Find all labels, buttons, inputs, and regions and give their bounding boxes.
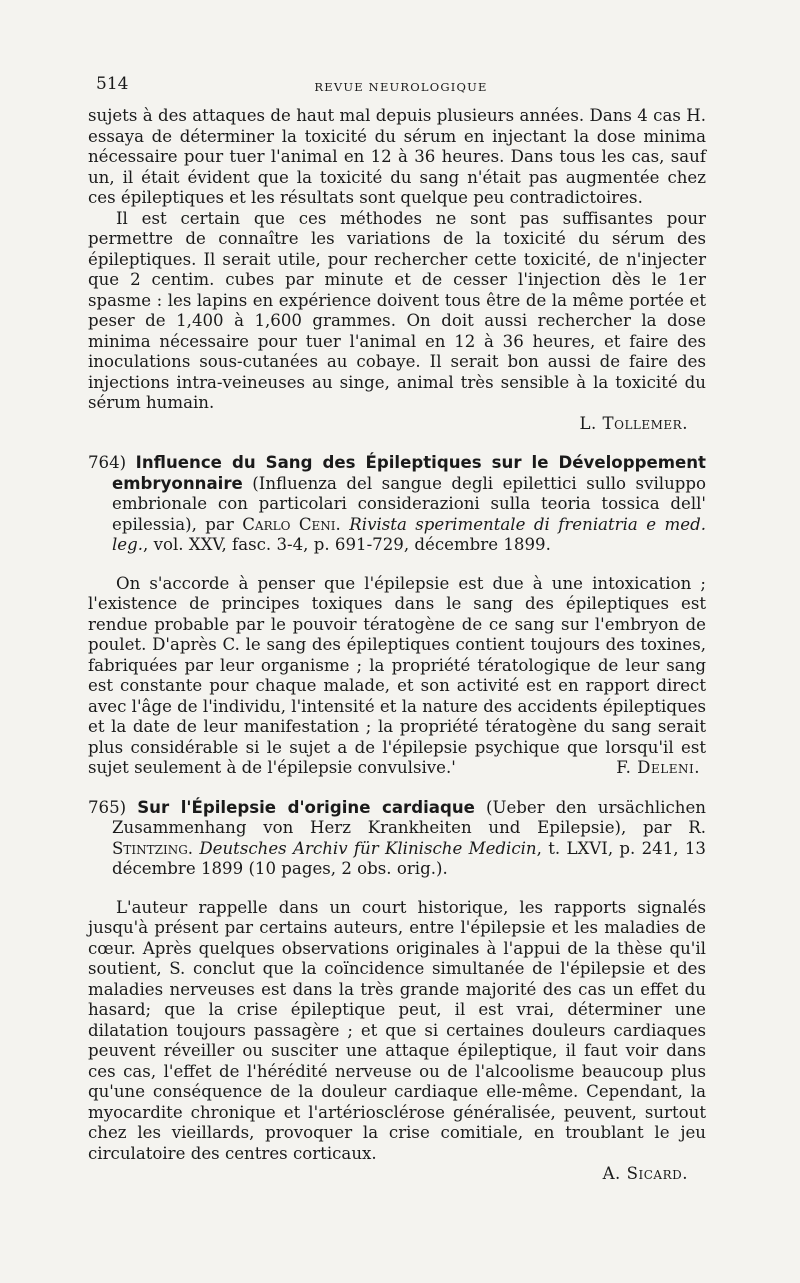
signature-deleni: F. Deleni. — [616, 758, 700, 777]
entry-764-details: , vol. XXV, fasc. 3-4, p. 691-729, décembre 1899. — [143, 535, 551, 554]
entry-764-journal: Rivista sperimentale di freniatria e med. leg. — [112, 514, 706, 554]
running-title: REVUE NEUROLOGIQUE — [314, 80, 488, 94]
page-number: 514 — [96, 74, 129, 94]
paragraph-3 — [88, 574, 706, 779]
paragraph-2: Il est certain que ces méthodes ne sont pas suffisantes pour permettre de connaître les variations de la toxicité du sérum des épileptiques. Il serait utile, pour rechercher cette toxicité, de n'injecter que 2 centim. cubes par minute et de cesser l'injection dès le 1er spasme : les lapins en expérience doivent tous être de la même portée et peser de 1,400 à 1,600 grammes. On doit aussi rechercher la dose minima nécessaire pour tuer l'animal en 12 à 36 heures, et faire des inoculations sous-cutanées au cobaye. Il serait bon aussi de faire des injections intra-veineuses au singe, animal très sensible à la toxicité du sérum humain. — [88, 208, 706, 412]
paragraph-4: L'auteur rappelle dans un court historique, les rapports signalés jusqu'à présent par certains auteurs, entre l'épilepsie et les maladies de cœur. Après quelques observations originales à l'appui de la thèse qu'il soutient, S. conclut que la coïncidence simultanée de l'épilepsie et des maladies nerveuses est dans la très grande majorité des cas un effet du hasard; que la crise épileptique peut, il est vrai, déterminer une dilatation toujours passagère ; et que si certaines douleurs cardiaques peuvent réveiller ou susciter une attaque épileptique, il faut voir dans ces cas, l'effet de l'hérédité nerveuse ou de l'alcoolisme beaucoup plus qu'une conséquence de la douleur cardiaque elle-même. Cependant, la myocardite chronique et l'artériosclérose généralisée, peuvent, surtout chez les vieillards, provoquer la crise comitiale, en troublant le jeu circulatoire des centres corticaux. — [88, 897, 706, 1163]
entry-764-number: 764) — [88, 453, 127, 472]
entry-765-ref: (Ueber den ursächlichen Zusammenhang von Herz Krankheiten und Epilepsie), par — [112, 797, 706, 837]
entry-764 — [88, 453, 706, 556]
entry-765-journal: Deutsches Archiv für Klinische Medicin — [199, 838, 537, 858]
page-body — [88, 106, 706, 1185]
signature-tollemer: L. Tollemer. — [579, 413, 688, 433]
entry-764-title: Influence du Sang des Épileptiques sur le Développement embryonnaire — [112, 453, 706, 493]
paragraph-3-text: On s'accorde à penser que l'épilepsie est due à une intoxication ; l'existence de principes toxiques dans le sang des épileptiques est rendue probable par le pouvoir tératogène de ce sang sur l'embryon de poulet. D'après C. le sang des épileptiques contient toujours des toxines, fabriquées par leur organisme ; la propriété tératologique de leur sang est constante pour chaque malade, et son activité est en rapport direct avec l'âge de l'individu, l'intensité et la nature des accidents épileptiques et la date de leur manifestation ; la propriété tératogène du sang serait plus considérable si le sujet a de l'épilepsie psychique que lorsqu'il est sujet seulement à de l'épilepsie convulsive.' — [88, 573, 706, 777]
entry-765-author: R. Stintzing. — [112, 818, 706, 858]
paragraph-1: sujets à des attaques de haut mal depuis plusieurs années. Dans 4 cas H. essaya de déterminer la toxicité du sérum en injectant la dose minima nécessaire pour tuer l'animal en 12 à 36 heures. Dans tous les cas, sauf un, il était évident que la toxicité du sang n'était pas augmentée chez ces épileptiques et les résultats sont quelque peu contradictoires. — [88, 106, 706, 207]
entry-765-details: , t. LXVI, p. 241, 13 décembre 1899 (10 pages, 2 obs. orig.). — [112, 838, 706, 878]
signature-sicard: A. Sicard. — [602, 1164, 688, 1183]
entry-765 — [88, 798, 706, 880]
entry-765-number: 765) — [88, 797, 127, 817]
entry-764-author: Carlo Ceni. — [242, 514, 341, 534]
entry-765-title: Sur l'Épilepsie d'origine cardiaque — [137, 797, 475, 817]
entry-764-ref: (Influenza del sangue degli epilettici sullo sviluppo embrionale con particolari considerazioni sulla teoria tossica dell' epilessia), par — [112, 473, 706, 534]
